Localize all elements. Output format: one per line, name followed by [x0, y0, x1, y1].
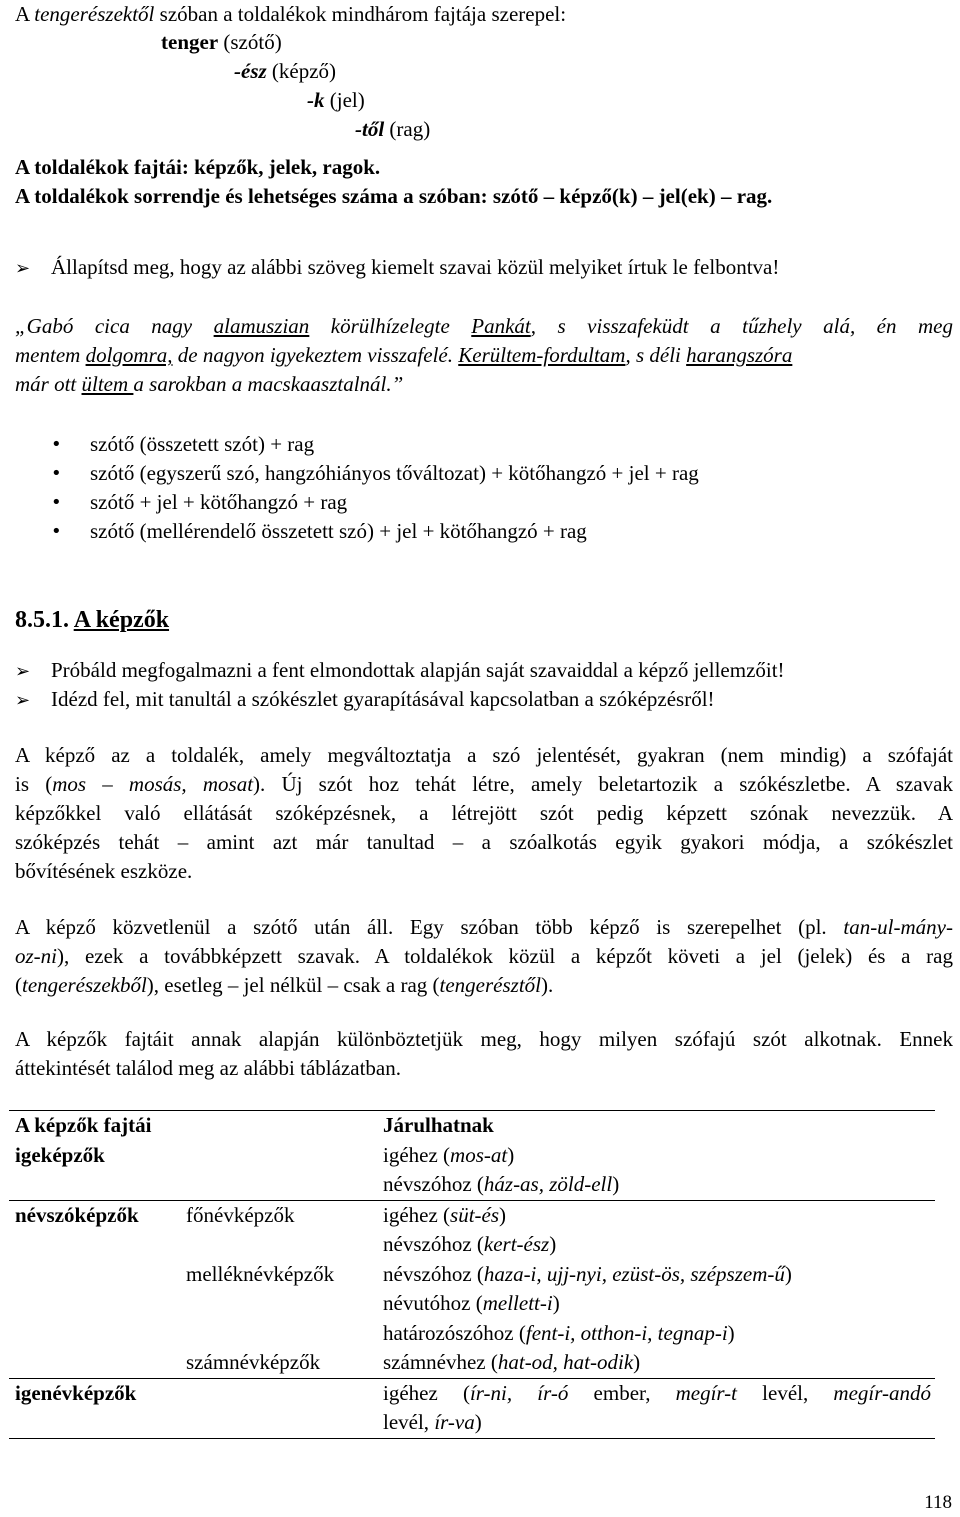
example-word: megír-t: [675, 1380, 738, 1405]
table-cell: [180, 1319, 377, 1349]
text: ).: [541, 973, 554, 997]
row-label: igeképzők: [15, 1142, 105, 1167]
text: névszóhoz (: [383, 1232, 484, 1256]
header-label: A képzők fajtái: [15, 1113, 152, 1137]
example-word: mellett-i: [482, 1291, 553, 1315]
quote-block: [15, 312, 953, 399]
example-word: mos-at: [450, 1142, 508, 1167]
text: Idézd fel, mit tanultál a szókészlet gyarapításával kapcsolatban a szóképzésről!: [51, 687, 715, 711]
header-label: Járulhatnak: [383, 1113, 494, 1137]
part-label: (képző): [266, 59, 337, 83]
text-line: A képzők fajtáit annak alapján különböztetjük meg, hogy milyen szófajú szót alkotnak. Ennek: [15, 1027, 953, 1051]
table-cell: [377, 1348, 935, 1378]
example-word: tengerésztől: [439, 973, 541, 997]
list-item: • szótő (összetett szót) + rag: [15, 430, 699, 459]
text: A képző közvetlenül a szótő után áll. Egy szóban több képző is szerepelhet (pl.: [15, 915, 844, 939]
example-word: haza-i, ujj-nyi, ezüst-ös, szépszem-ű: [483, 1261, 785, 1286]
cell-line: [383, 1408, 935, 1438]
text: igéhez (: [383, 1202, 451, 1227]
text-line: képzőkkel való ellátását szóképzésnek, a létrejött szót pedig képzett szónak nevezzük. A: [15, 801, 953, 825]
highlighted-word: dolgomra,: [85, 343, 173, 367]
example-word: hat-od, hat-odik: [497, 1350, 634, 1374]
arrow-bullet-icon: ➢: [15, 661, 31, 682]
order-line: [15, 182, 772, 211]
text: körülhízelegte: [309, 314, 472, 338]
text: ): [499, 1202, 507, 1227]
text: levél,: [383, 1410, 435, 1434]
text: ): [549, 1232, 557, 1256]
table-cell: [377, 1170, 935, 1200]
example-word: ír-ni, ír-ó: [469, 1380, 569, 1405]
text: ): [552, 1291, 560, 1315]
arrow-bullet-icon: ➢: [15, 258, 31, 279]
example-word: oz-ni: [15, 944, 57, 968]
highlighted-word: harangszóra: [686, 343, 793, 367]
row-label: névszóképzők: [15, 1202, 139, 1227]
paragraph-1: [15, 741, 953, 886]
text: ): [507, 1142, 515, 1167]
section-heading: [15, 606, 169, 635]
text-line: [15, 971, 953, 1000]
text: „Gabó cica nagy: [15, 314, 214, 338]
part-bold: -ész: [234, 59, 267, 83]
highlighted-word: alamuszian: [213, 314, 310, 338]
section-number: 8.5.1.: [15, 607, 69, 633]
text: A toldalékok sorrendje és lehetséges száma a szóban: szótő – képző(k) – jel(ek) – rag.: [15, 184, 773, 208]
table-row: [9, 1200, 935, 1230]
text: ): [633, 1350, 641, 1374]
text: de nagyon igyekeztem visszafelé.: [172, 343, 459, 367]
table-cell: [9, 1141, 377, 1171]
example-word: mos – mosás, mosat: [52, 772, 254, 796]
text: A: [15, 2, 35, 26]
part-marker: [307, 86, 365, 115]
text: Állapítsd meg, hogy az alábbi szöveg kiemelt szavai közül melyiket írtuk le felbontva!: [51, 255, 780, 279]
highlighted-word: Kerültem-fordultam: [458, 343, 626, 367]
table-row: [9, 1319, 935, 1349]
text: igéhez (: [383, 1142, 451, 1167]
text: A toldalékok fajtái: képzők, jelek, ragok.: [15, 155, 381, 179]
intro-line: [15, 0, 566, 29]
example-word: ír-va: [434, 1410, 475, 1434]
table-cell: [9, 1260, 180, 1290]
paragraph-2: [15, 913, 953, 1000]
text: névszóhoz (: [383, 1261, 484, 1286]
table-cell: [9, 1200, 180, 1230]
example-word: fent-i, otthon-i, tegnap-i: [525, 1320, 728, 1345]
part-label: (szótő): [218, 30, 282, 54]
table-row: [9, 1289, 935, 1319]
example-word: megír-andó: [833, 1380, 931, 1405]
text-line: áttekintését találod meg az alábbi táblázatban.: [15, 1056, 401, 1080]
text: ): [612, 1172, 620, 1196]
text: , s visszafeküdt a tűzhely alá, én meg: [530, 314, 953, 338]
arrow-bullet-icon: ➢: [15, 690, 31, 711]
table-cell: [9, 1319, 180, 1349]
text-line: A képző az a toldalék, amely megváltoztatja a szó jelentését, gyakran (nem mindig) a szófaját: [15, 743, 953, 767]
text: is (: [15, 772, 53, 796]
table-cell: főnévképzők: [180, 1200, 377, 1230]
table-header-row: [9, 1111, 935, 1141]
text: (: [15, 973, 22, 997]
task-1: [15, 253, 779, 283]
list-item: • szótő (egyszerű szó, hangzóhiányos tőváltozat) + kötőhangzó + jel + rag: [15, 459, 699, 488]
options-list: [15, 430, 699, 546]
table-row: [9, 1170, 935, 1200]
part-bold: -től: [355, 117, 385, 141]
types-line: [15, 153, 380, 182]
text-line: bővítésének eszköze.: [15, 859, 193, 883]
cell-line: [383, 1379, 935, 1409]
table-header-cell: [9, 1111, 377, 1141]
text-line: [15, 913, 953, 942]
example-word: tengerészektől: [34, 2, 155, 26]
table-cell: [9, 1378, 377, 1438]
list-item: • szótő (mellérendelő összetett szó) + jel + kötőhangzó + rag: [15, 517, 699, 546]
text-line: [15, 942, 953, 971]
text: ember,: [568, 1380, 676, 1405]
quote-line: [15, 341, 953, 370]
table-row: [9, 1378, 935, 1438]
list-item: • szótő + jel + kötőhangzó + rag: [15, 488, 699, 517]
table-cell: [377, 1141, 935, 1171]
quote-line: [15, 312, 953, 341]
table-cell: [377, 1200, 935, 1230]
table-cell: [180, 1289, 377, 1319]
table-cell: [9, 1170, 377, 1200]
example-word: süt-és: [450, 1202, 500, 1227]
part-root: [161, 28, 282, 57]
part-label: (rag): [384, 117, 431, 141]
table-cell: [9, 1348, 180, 1378]
table-row: [9, 1230, 935, 1260]
text: Próbáld megfogalmazni a fent elmondottak alapján saját szavaiddal a képző jellemzőit!: [51, 658, 785, 682]
example-word: tan-ul-mány-: [843, 915, 953, 939]
example-word: kert-ész: [483, 1232, 550, 1256]
table-cell: számnévképzők: [186, 1350, 321, 1374]
paragraph-3: [15, 1025, 953, 1083]
section-title: A képzők: [73, 607, 170, 633]
table-row: [9, 1348, 935, 1378]
table-cell: [377, 1378, 935, 1438]
text: ): [474, 1410, 482, 1434]
text: szóban a toldalékok mindhárom fajtája szerepel:: [154, 2, 567, 26]
text: igéhez (: [383, 1380, 470, 1405]
text-line: [15, 770, 953, 799]
text-line: szóképzés tehát – amint azt már tanultad – a szóalkotás egyik gyakori módja, a szókészlet: [15, 830, 953, 854]
task-3: [15, 685, 715, 715]
table-row: [9, 1260, 935, 1290]
text: már ott: [15, 372, 82, 396]
part-derivational: [234, 57, 336, 86]
table-cell: melléknévképzők: [186, 1261, 335, 1286]
quote-line: [15, 370, 953, 399]
example-word: tengerészekből: [22, 973, 147, 997]
text: ): [784, 1261, 792, 1286]
table-cell: [9, 1289, 180, 1319]
table-cell: [9, 1230, 180, 1260]
task-2: [15, 656, 785, 686]
text: ), ezek a továbbképzett szavak. A toldalékok közül a képzőt követi a jel (jelek) és a rag: [57, 944, 953, 968]
part-label: (jel): [324, 88, 365, 112]
table-header-cell: [377, 1111, 935, 1141]
part-bold: tenger: [161, 30, 219, 54]
table-cell: [180, 1230, 377, 1260]
text: számnévhez (: [383, 1350, 498, 1374]
part-bold: -k: [307, 88, 325, 112]
text: a sarokban a macskaasztalnál.”: [133, 372, 404, 396]
text: ), esetleg – jel nélkül – csak a rag (: [146, 973, 440, 997]
highlighted-word: ültem: [81, 372, 134, 396]
text: , s déli: [625, 343, 687, 367]
row-label: igenévképzők: [15, 1380, 137, 1405]
table-cell: [377, 1260, 935, 1290]
suffix-types-table: [9, 1110, 935, 1439]
table-cell: [377, 1230, 935, 1260]
part-suffix: [355, 115, 430, 144]
text: határozószóhoz (: [383, 1320, 526, 1345]
table-row: [9, 1141, 935, 1171]
text: névszóhoz (: [383, 1172, 484, 1196]
highlighted-word: Pankát: [471, 314, 531, 338]
text: mentem: [15, 343, 86, 367]
text: ): [727, 1320, 735, 1345]
example-word: ház-as, zöld-ell: [483, 1172, 613, 1196]
page-number: 118: [924, 1492, 952, 1513]
table-cell: [377, 1289, 935, 1319]
table-cell: [377, 1319, 935, 1349]
text: levél,: [737, 1380, 834, 1405]
text: ). Új szót hoz tehát létre, amely beletartozik a szókészletbe. A szavak: [253, 772, 953, 796]
text: névutóhoz (: [383, 1291, 483, 1315]
